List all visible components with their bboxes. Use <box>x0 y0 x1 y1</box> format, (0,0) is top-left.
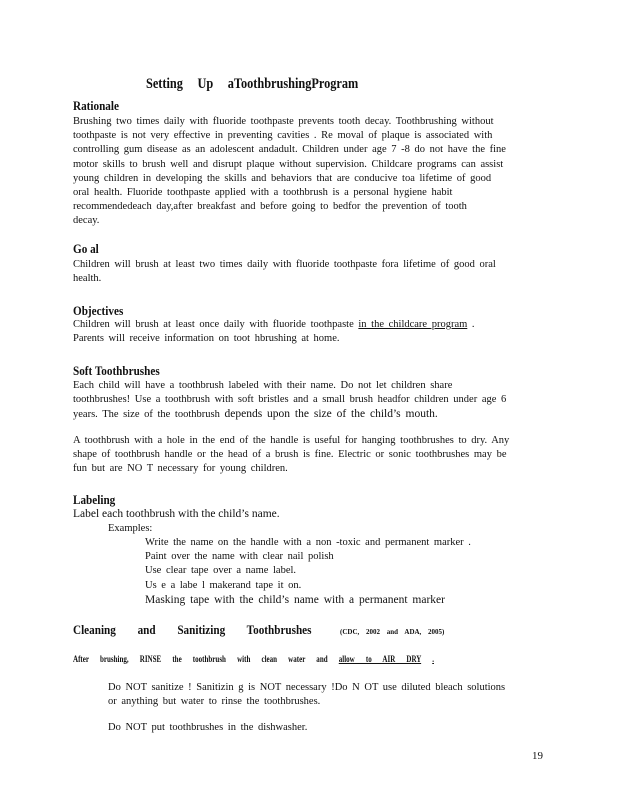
soft-toothbrushes-last-small: years. The size of the toothbrush <box>73 409 220 421</box>
rationale-line: toothpaste is not very effective in preventing cavities . Re moval of plaque is associated with <box>73 130 493 142</box>
examples-list <box>145 536 505 607</box>
example-item: Use clear tape over a name label. <box>145 565 297 577</box>
dishwasher-line: Do NOT put toothbrushes in the dishwasher. <box>108 722 308 733</box>
page-number: 19 <box>532 750 543 762</box>
do-not-sanitize-line: Do NOT sanitize ! Sanitizin g is NOT necessary !Do N OT use diluted bleach solutions <box>108 682 506 693</box>
example-item: Write the name on the handle with a non -toxic and permanent marker . <box>145 537 471 548</box>
example-item: Paint over the name with clear nail polish <box>145 551 334 563</box>
soft-toothbrushes-line <box>73 407 543 422</box>
goal-heading: Go al <box>73 241 99 256</box>
examples-label: Examples: <box>108 523 153 534</box>
do-not-sanitize-paragraph <box>108 681 538 709</box>
example-item: Masking tape with the child’s name with a permanent marker <box>145 593 445 606</box>
soft-toothbrushes-heading: Soft Toothbrushes <box>73 363 160 378</box>
goal-line: Children will brush at least two times daily with fluoride toothpaste fora lifetime of good oral <box>73 259 496 270</box>
goal-paragraph <box>73 258 543 286</box>
air-dry-underlined: allow to AIR DRY <box>338 654 422 664</box>
rationale-line: motor skills to brush well and disrupt plaque without supervision. Childcare programs can assist <box>73 158 504 170</box>
objectives-line: Parents will receive information on toot hbrushing at home. <box>73 333 340 345</box>
cleaning-citation: (CDC, 2002 and ADA, 2005) <box>340 628 445 636</box>
cleaning-heading: Cleaning and Sanitizing Toothbrushes <box>73 622 312 637</box>
soft-toothbrushes-last-big: depends upon the size of the child’s mouth. <box>224 408 438 421</box>
rationale-line: young children in developing the skills and behaviors that are conducive toa lifetime of good <box>73 172 492 184</box>
rationale-line: recommendedeach day,after breakfast and before going to bedfor the prevention of tooth <box>73 201 467 213</box>
labeling-intro: Label each toothbrush with the child’s name. <box>73 508 280 520</box>
rationale-paragraph <box>73 115 543 229</box>
objectives-line1-suffix: . <box>471 319 475 330</box>
objectives-heading: Objectives <box>73 303 124 318</box>
objectives-line <box>73 318 543 332</box>
objectives-paragraph <box>73 318 543 346</box>
rationale-line: Brushing two times daily with fluoride toothpaste prevents tooth decay. Toothbrushing without <box>73 116 494 127</box>
soft-toothbrushes-paragraph-2 <box>73 434 543 477</box>
example-item: Us e a labe l makerand tape it on. <box>145 579 302 591</box>
labeling-heading: Labeling <box>73 492 116 507</box>
rationale-line: oral health. Fluoride toothpaste applied with a toothbrush is a personal hygiene habit <box>73 187 453 199</box>
goal-line: health. <box>73 273 102 285</box>
objectives-line1-prefix: Children will brush at least once daily with fluoride toothpaste <box>73 319 354 330</box>
soft-toothbrushes-line: A toothbrush with a hole in the end of the handle is useful for hanging toothbrushes to dry. Any <box>73 435 510 446</box>
soft-toothbrushes-line: shape of toothbrush handle or the head of a brush is fine. Electric or sonic toothbrushes may be <box>73 449 507 461</box>
do-not-sanitize-line: or anything but water to rinse the toothbrushes. <box>108 696 321 708</box>
after-brushing-line <box>73 654 434 664</box>
soft-toothbrushes-line: fun but are NO T necessary for young children. <box>73 463 288 475</box>
childcare-program-underlined: in the childcare program <box>358 319 468 330</box>
page-title: Setting Up aToothbrushingProgram <box>146 76 359 92</box>
rationale-line: controlling gum disease as an adolescent andadult. Children under age 7 -8 do not have the fine <box>73 144 506 156</box>
soft-toothbrushes-line: toothbrushes! Use a toothbrush with soft bristles and a small brush headfor children under age 6 <box>73 394 507 406</box>
after-brushing-prefix: After brushing, RINSE the toothbrush with clean water and <box>73 654 328 664</box>
rationale-line: decay. <box>73 215 100 227</box>
after-brushing-suffix: . <box>432 654 434 664</box>
rationale-heading: Rationale <box>73 98 119 113</box>
soft-toothbrushes-line: Each child will have a toothbrush labeled with their name. Do not let children share <box>73 380 453 391</box>
soft-toothbrushes-paragraph-1 <box>73 379 543 423</box>
